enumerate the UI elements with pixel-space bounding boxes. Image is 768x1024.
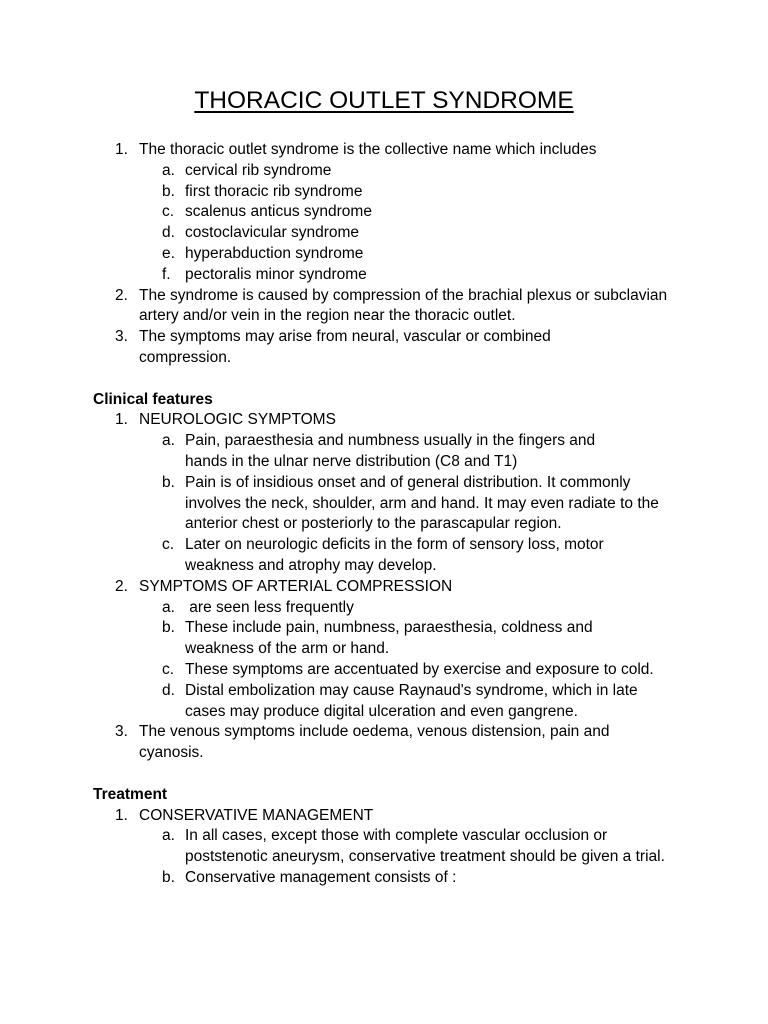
list-item-text: Conservative management consists of :	[185, 868, 457, 886]
sub-list-item	[93, 244, 683, 265]
list-item-text: These include pain, numbness, paraesthesia, coldness and weakness of the arm or hand.	[185, 619, 593, 658]
sub-list-item	[93, 868, 683, 889]
list-number: 3.	[115, 723, 128, 741]
list-item-text: NEUROLOGIC SYMPTOMS	[139, 411, 336, 429]
list-item-text: The symptoms may arise from neural, vascular or combined compression.	[139, 328, 551, 366]
sub-list-item	[93, 598, 683, 619]
list-letter: a.	[162, 161, 175, 179]
list-number: 2.	[115, 286, 128, 304]
list-item-text: Later on neurologic deficits in the form of sensory loss, motor weakness and atrophy may develop.	[185, 536, 604, 574]
sub-list-item	[93, 681, 683, 723]
list-item-text: Distal embolization may cause Raynaud's syndrome, which in late cases may produce digital ulceration and even gangrene.	[185, 681, 638, 720]
list-item-text: These symptoms are accentuated by exercise and exposure to cold.	[185, 660, 654, 678]
list-item	[93, 140, 683, 161]
list-letter: e.	[162, 244, 175, 262]
list-letter: b.	[162, 473, 175, 491]
list-number: 2.	[115, 577, 128, 595]
list-letter: b.	[162, 182, 175, 200]
list-letter: f.	[162, 265, 171, 283]
list-letter: c.	[162, 660, 175, 678]
list-letter: c.	[162, 203, 175, 221]
list-item-text: pectoralis minor syndrome	[185, 265, 367, 283]
intro-list	[93, 140, 683, 369]
list-item	[93, 577, 683, 598]
list-letter: b.	[162, 619, 175, 637]
sub-list-item	[93, 265, 683, 286]
section-heading-treatment: Treatment	[93, 785, 168, 803]
list-letter: c.	[162, 536, 175, 554]
list-letter: a.	[162, 598, 175, 616]
list-item-text: Pain, paraesthesia and numbness usually in the fingers and hands in the ulnar nerve distribution (C8 and T1)	[185, 432, 596, 470]
list-number: 1.	[115, 806, 128, 824]
list-number: 3.	[115, 328, 128, 346]
list-item-text: The venous symptoms include oedema, venous distension, pain and cyanosis.	[139, 723, 610, 762]
list-item	[93, 327, 683, 369]
list-letter: b.	[162, 868, 175, 886]
list-item	[93, 286, 683, 328]
list-letter: d.	[162, 681, 175, 699]
sub-list-item	[93, 431, 683, 473]
document-body	[93, 140, 683, 889]
list-item-text: costoclavicular syndrome	[185, 224, 360, 242]
sub-list-item	[93, 535, 683, 577]
list-item-text: Pain is of insidious onset and of general distribution. It commonly involves the neck, shoulder, arm and hand. It may even radiate to the anterior chest or posteriorly to the parascapular region.	[185, 473, 659, 533]
list-letter: a.	[162, 432, 175, 450]
sub-list-item	[93, 660, 683, 681]
treatment-list	[93, 806, 683, 889]
sub-list-item	[93, 618, 683, 660]
sub-list-item	[93, 473, 683, 535]
sub-list-item	[93, 826, 683, 868]
list-number: 1.	[115, 411, 128, 429]
section-heading-clinical-features: Clinical features	[93, 390, 213, 408]
list-item-text: In all cases, except those with complete vascular occlusion or poststenotic aneurysm, conservative treatment should be given a trial.	[185, 827, 665, 866]
list-item-text: The thoracic outlet syndrome is the collective name which includes	[139, 141, 597, 158]
list-number: 1.	[115, 141, 128, 158]
list-item-text: hyperabduction syndrome	[185, 244, 364, 262]
list-letter: d.	[162, 224, 175, 242]
list-item	[93, 410, 683, 431]
sub-list-item	[93, 182, 683, 203]
list-item-text: SYMPTOMS OF ARTERIAL COMPRESSION	[139, 577, 453, 595]
list-item	[93, 722, 683, 764]
list-item-text: first thoracic rib syndrome	[185, 182, 363, 200]
list-item-text: CONSERVATIVE MANAGEMENT	[139, 806, 374, 824]
list-item-text: are seen less frequently	[185, 598, 354, 616]
page-title: THORACIC OUTLET SYNDROME	[194, 87, 574, 114]
list-item-text: cervical rib syndrome	[185, 161, 332, 179]
sub-list-item	[93, 202, 683, 223]
list-item-text: The syndrome is caused by compression of the brachial plexus or subclavian artery and/or vein in the region near the thoracic outlet.	[139, 286, 668, 325]
sub-list-item	[93, 161, 683, 182]
clinical-list	[93, 410, 683, 764]
list-item-text: scalenus anticus syndrome	[185, 203, 372, 221]
list-letter: a.	[162, 827, 175, 845]
list-item	[93, 806, 683, 827]
sub-list-item	[93, 223, 683, 244]
